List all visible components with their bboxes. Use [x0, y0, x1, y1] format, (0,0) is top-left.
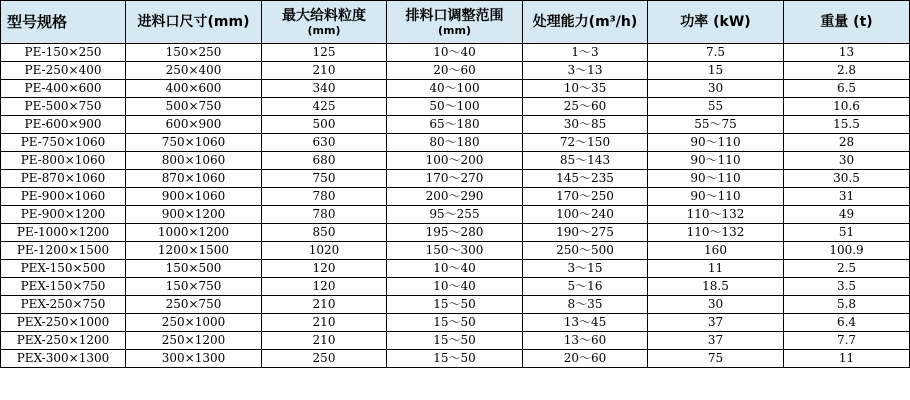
cell-capacity: 13～60: [523, 332, 648, 350]
cell-feed-opening: 800×1060: [126, 152, 262, 170]
cell-discharge-range: 15～50: [387, 332, 523, 350]
cell-model: PE-500×750: [1, 98, 126, 116]
header-weight: [784, 1, 910, 44]
cell-power: 18.5: [648, 278, 784, 296]
cell-capacity: 25～60: [523, 98, 648, 116]
cell-discharge-range: 15～50: [387, 314, 523, 332]
cell-power: 30: [648, 80, 784, 98]
cell-discharge-range: 100～200: [387, 152, 523, 170]
cell-power: 7.5: [648, 44, 784, 62]
cell-weight: 2.8: [784, 62, 910, 80]
cell-discharge-range: 15～50: [387, 350, 523, 368]
cell-model: PEX-150×750: [1, 278, 126, 296]
cell-capacity: 170～250: [523, 188, 648, 206]
table-row: [1, 350, 910, 368]
cell-max-feed-size: 120: [262, 278, 387, 296]
cell-capacity: 72～150: [523, 134, 648, 152]
cell-power: 15: [648, 62, 784, 80]
cell-discharge-range: 150～300: [387, 242, 523, 260]
cell-model: PEX-150×500: [1, 260, 126, 278]
cell-feed-opening: 400×600: [126, 80, 262, 98]
cell-power: 30: [648, 296, 784, 314]
cell-feed-opening: 600×900: [126, 116, 262, 134]
table-row: [1, 62, 910, 80]
cell-feed-opening: 250×750: [126, 296, 262, 314]
cell-feed-opening: 300×1300: [126, 350, 262, 368]
header-capacity: [523, 1, 648, 44]
table-row: [1, 332, 910, 350]
cell-weight: 31: [784, 188, 910, 206]
cell-power: 90～110: [648, 170, 784, 188]
cell-model: PE-1200×1500: [1, 242, 126, 260]
table-row: [1, 98, 910, 116]
cell-capacity: 250～500: [523, 242, 648, 260]
table-body: [1, 44, 910, 368]
cell-discharge-range: 40～100: [387, 80, 523, 98]
cell-discharge-range: 10～40: [387, 44, 523, 62]
cell-feed-opening: 900×1200: [126, 206, 262, 224]
cell-weight: 28: [784, 134, 910, 152]
cell-feed-opening: 500×750: [126, 98, 262, 116]
cell-weight: 6.5: [784, 80, 910, 98]
header-discharge-range: [387, 1, 523, 44]
header-power: [648, 1, 784, 44]
cell-capacity: 100～240: [523, 206, 648, 224]
cell-max-feed-size: 210: [262, 332, 387, 350]
cell-weight: 3.5: [784, 278, 910, 296]
table-row: [1, 260, 910, 278]
cell-model: PE-1000×1200: [1, 224, 126, 242]
cell-power: 90～110: [648, 152, 784, 170]
cell-max-feed-size: 630: [262, 134, 387, 152]
table-row: [1, 314, 910, 332]
cell-power: 11: [648, 260, 784, 278]
cell-weight: 7.7: [784, 332, 910, 350]
cell-capacity: 30～85: [523, 116, 648, 134]
table-row: [1, 278, 910, 296]
cell-weight: 13: [784, 44, 910, 62]
table-header: [1, 1, 910, 44]
cell-weight: 49: [784, 206, 910, 224]
cell-power: 37: [648, 314, 784, 332]
cell-model: PE-600×900: [1, 116, 126, 134]
cell-capacity: 5～16: [523, 278, 648, 296]
table-row: [1, 206, 910, 224]
cell-discharge-range: 170～270: [387, 170, 523, 188]
cell-model: PE-150×250: [1, 44, 126, 62]
cell-model: PEX-300×1300: [1, 350, 126, 368]
cell-power: 90～110: [648, 188, 784, 206]
cell-model: PEX-250×1200: [1, 332, 126, 350]
cell-weight: 30: [784, 152, 910, 170]
header-power-label: 功率 (kW): [680, 14, 751, 30]
cell-discharge-range: 95～255: [387, 206, 523, 224]
header-discharge-range-unit: (mm): [438, 23, 471, 37]
header-row: [1, 1, 910, 44]
cell-discharge-range: 195～280: [387, 224, 523, 242]
cell-feed-opening: 900×1060: [126, 188, 262, 206]
table-row: [1, 170, 910, 188]
cell-max-feed-size: 425: [262, 98, 387, 116]
cell-max-feed-size: 500: [262, 116, 387, 134]
cell-model: PEX-250×1000: [1, 314, 126, 332]
header-model: [1, 1, 126, 44]
table-row: [1, 134, 910, 152]
cell-max-feed-size: 125: [262, 44, 387, 62]
cell-discharge-range: 200～290: [387, 188, 523, 206]
cell-power: 110～132: [648, 224, 784, 242]
cell-weight: 11: [784, 350, 910, 368]
cell-capacity: 20～60: [523, 350, 648, 368]
cell-discharge-range: 50～100: [387, 98, 523, 116]
cell-model: PE-800×1060: [1, 152, 126, 170]
cell-max-feed-size: 780: [262, 188, 387, 206]
table-row: [1, 224, 910, 242]
cell-max-feed-size: 750: [262, 170, 387, 188]
cell-weight: 10.6: [784, 98, 910, 116]
cell-capacity: 13～45: [523, 314, 648, 332]
table-row: [1, 188, 910, 206]
cell-feed-opening: 1000×1200: [126, 224, 262, 242]
cell-power: 160: [648, 242, 784, 260]
header-max-feed-size-unit: (mm): [307, 23, 341, 37]
cell-model: PE-750×1060: [1, 134, 126, 152]
cell-capacity: 8～35: [523, 296, 648, 314]
cell-max-feed-size: 340: [262, 80, 387, 98]
cell-model: PE-250×400: [1, 62, 126, 80]
cell-weight: 15.5: [784, 116, 910, 134]
cell-max-feed-size: 120: [262, 260, 387, 278]
table-row: [1, 80, 910, 98]
cell-model: PEX-250×750: [1, 296, 126, 314]
cell-model: PE-900×1060: [1, 188, 126, 206]
cell-weight: 100.9: [784, 242, 910, 260]
cell-capacity: 85～143: [523, 152, 648, 170]
cell-max-feed-size: 780: [262, 206, 387, 224]
cell-max-feed-size: 210: [262, 314, 387, 332]
cell-capacity: 190～275: [523, 224, 648, 242]
cell-power: 55～75: [648, 116, 784, 134]
cell-weight: 51: [784, 224, 910, 242]
cell-weight: 6.4: [784, 314, 910, 332]
cell-power: 90～110: [648, 134, 784, 152]
cell-feed-opening: 250×1000: [126, 314, 262, 332]
cell-max-feed-size: 250: [262, 350, 387, 368]
cell-power: 55: [648, 98, 784, 116]
cell-feed-opening: 750×1060: [126, 134, 262, 152]
cell-capacity: 145～235: [523, 170, 648, 188]
cell-feed-opening: 250×1200: [126, 332, 262, 350]
cell-discharge-range: 10～40: [387, 278, 523, 296]
cell-discharge-range: 10～40: [387, 260, 523, 278]
cell-discharge-range: 15～50: [387, 296, 523, 314]
cell-discharge-range: 80～180: [387, 134, 523, 152]
table-row: [1, 152, 910, 170]
cell-capacity: 1～3: [523, 44, 648, 62]
cell-discharge-range: 20～60: [387, 62, 523, 80]
cell-max-feed-size: 210: [262, 62, 387, 80]
cell-discharge-range: 65～180: [387, 116, 523, 134]
cell-max-feed-size: 210: [262, 296, 387, 314]
cell-model: PE-870×1060: [1, 170, 126, 188]
cell-weight: 5.8: [784, 296, 910, 314]
cell-power: 110～132: [648, 206, 784, 224]
header-feed-opening-label: 进料口尺寸(mm): [137, 14, 250, 30]
cell-max-feed-size: 850: [262, 224, 387, 242]
cell-max-feed-size: 680: [262, 152, 387, 170]
cell-max-feed-size: 1020: [262, 242, 387, 260]
table-row: [1, 116, 910, 134]
cell-model: PE-400×600: [1, 80, 126, 98]
cell-feed-opening: 870×1060: [126, 170, 262, 188]
cell-power: 75: [648, 350, 784, 368]
table-row: [1, 296, 910, 314]
cell-feed-opening: 150×500: [126, 260, 262, 278]
cell-capacity: 3～13: [523, 62, 648, 80]
cell-capacity: 3～15: [523, 260, 648, 278]
cell-feed-opening: 150×750: [126, 278, 262, 296]
header-max-feed-size-label: 最大给料粒度: [282, 7, 366, 24]
header-max-feed-size: [262, 1, 387, 44]
header-weight-label: 重量 (t): [820, 14, 873, 30]
cell-model: PE-900×1200: [1, 206, 126, 224]
cell-capacity: 10～35: [523, 80, 648, 98]
cell-feed-opening: 1200×1500: [126, 242, 262, 260]
header-model-label: 型号规格: [7, 13, 68, 31]
cell-weight: 2.5: [784, 260, 910, 278]
table-row: [1, 44, 910, 62]
table-row: [1, 242, 910, 260]
cell-weight: 30.5: [784, 170, 910, 188]
cell-feed-opening: 150×250: [126, 44, 262, 62]
cell-feed-opening: 250×400: [126, 62, 262, 80]
header-discharge-range-label: 排料口调整范围: [405, 7, 504, 24]
header-capacity-label: 处理能力(m³/h): [532, 14, 638, 30]
cell-power: 37: [648, 332, 784, 350]
header-feed-opening: [126, 1, 262, 44]
